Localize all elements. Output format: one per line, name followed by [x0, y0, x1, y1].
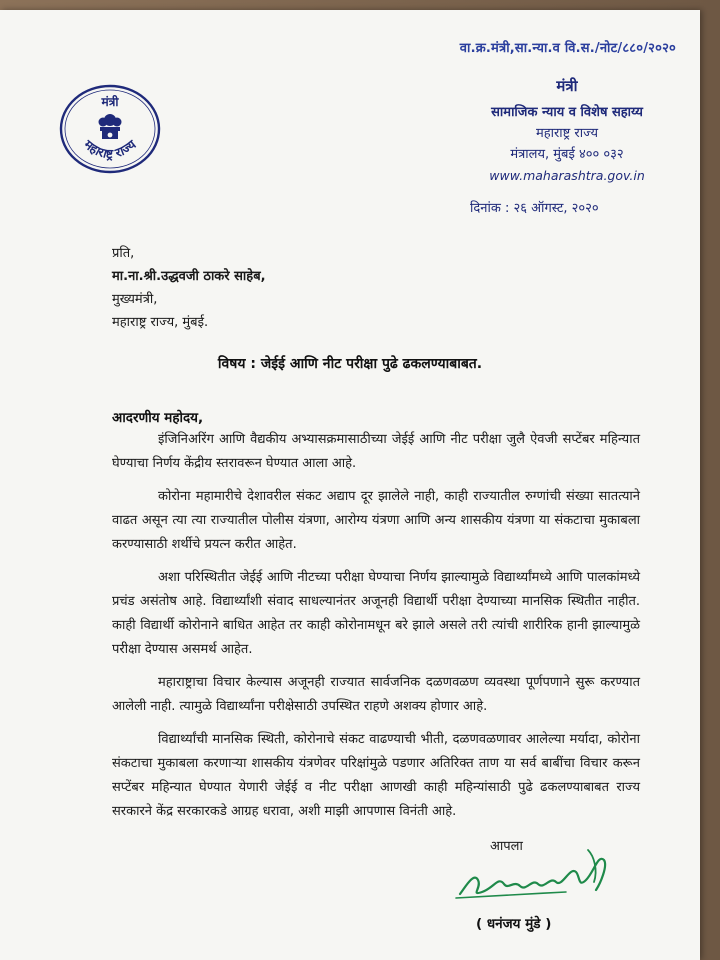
svg-text:मंत्री: मंत्री	[101, 95, 119, 109]
body-paragraph: महाराष्ट्राचा विचार केल्यास अजूनही राज्यात सार्वजनिक दळणवळण व्यवस्था पूर्णपणाने सुरू करण्यात आलेली नाही. त्यामुळे विद्यार्थ्यांना परीक्षेसाठी उपस्थित राहणे अशक्य होणार आहे.	[112, 675, 640, 714]
signer-name: ( धनंजय मुंडे )	[476, 916, 552, 932]
date-label: दिनांक :	[470, 201, 510, 216]
recipient-designation: मुख्यमंत्री,	[112, 292, 158, 307]
subject-line: विषय : जेईई आणि नीट परीक्षा पुढे ढकलण्याबाबत.	[217, 356, 483, 372]
letterhead-title: मंत्री	[556, 77, 578, 95]
recipient-name: मा.ना.श्री.उद्धवजी ठाकरे साहेब,	[112, 269, 266, 284]
reference-number: वा.क्र.मंत्री,सा.न्या.व वि.स./नोट/८८०/२०२०	[459, 41, 676, 56]
body-paragraph: कोरोना महामारीचे देशावरील संकट अद्याप दूर झालेले नाही, काही राज्यातील रुग्णांची संख्या सातत्याने वाढत असून त्या त्या राज्यातील पोलीस यंत्रणा, आरोग्य यंत्रणा आणि अन्य शासकीय यंत्रणा या संकटाचा मुकाबला करण्यासाठी शर्थीचे प्रयत्न करीत आहेत.	[112, 489, 640, 552]
body-paragraph: इंजिनिअरिंग आणि वैद्यकीय अभ्यासक्रमासाठीच्या जेईई आणि नीट परीक्षा जुलै ऐवजी सप्टेंबर महिन्यात घेण्याचा निर्णय केंद्रीय स्तरावरून घेण्यात आला आहे.	[112, 432, 640, 471]
salutation: आदरणीय महोदय,	[112, 410, 204, 426]
recipient-prefix: प्रति,	[112, 246, 135, 261]
recipient-block	[112, 242, 266, 334]
date-line	[470, 198, 599, 216]
signature-icon	[448, 836, 618, 906]
svg-text:महाराष्ट्र राज्य: महाराष्ट्र राज्य	[81, 136, 139, 162]
closing-word: आपला	[490, 839, 523, 854]
body-paragraph: अशा परिस्थितीत जेईई आणि नीटच्या परीक्षा घेण्याचा निर्णय झाल्यामुळे विद्यार्थ्यांमध्ये आणि पालकांमध्ये प्रचंड असंतोष आहे. विद्यार्थ्यांशी संवाद साधल्यानंतर अजूनही विद्यार्थी परीक्षा देण्याच्या मानसिक स्थितीत नाहीत. काही विद्यार्थी कोरोनाने बाधित आहेत तर काही कोरोनामधून बरे झाले असले तरी त्यांची शारीरिक हानी झाल्यामुळे परीक्षा देण्यास असमर्थ आहेत.	[112, 570, 640, 657]
letter-body	[112, 428, 640, 833]
recipient-location: महाराष्ट्र राज्य, मुंबई.	[112, 315, 209, 330]
handwritten-signature	[448, 836, 618, 906]
emblem-icon	[58, 82, 162, 176]
website: www.maharashtra.gov.in	[489, 168, 645, 183]
date-value: २६ ऑगस्ट, २०२०	[513, 201, 599, 216]
office-address: मंत्रालय, मुंबई ४०० ०३२	[510, 147, 624, 162]
ministry-emblem-seal	[58, 82, 162, 176]
letter-page	[0, 10, 700, 960]
body-paragraph: विद्यार्थ्यांची मानसिक स्थिती, कोरोनाचे संकट वाढण्याची भीती, दळणवळणावर आलेल्या मर्यादा, कोरोना संकटाचा मुकाबला करणाऱ्या शासकीय यंत्रणेवर परिक्षांमुळे पडणार अतिरिक्त ताण या सर्व बाबींचा विचार करून सप्टेंबर महिन्यात घेण्यात येणारी जेईई व नीट परीक्षा आणखी काही महिन्यांसाठी पुढे ढकलण्याबाबत राज्य सरकारने केंद्र सरकारकडे आग्रह धरावा, अशी माझी आपणास विनंती आहे.	[112, 732, 640, 819]
department-name: सामाजिक न्याय व विशेष सहाय्य	[491, 105, 643, 120]
state-name: महाराष्ट्र राज्य	[535, 126, 599, 141]
letterhead	[462, 76, 672, 186]
